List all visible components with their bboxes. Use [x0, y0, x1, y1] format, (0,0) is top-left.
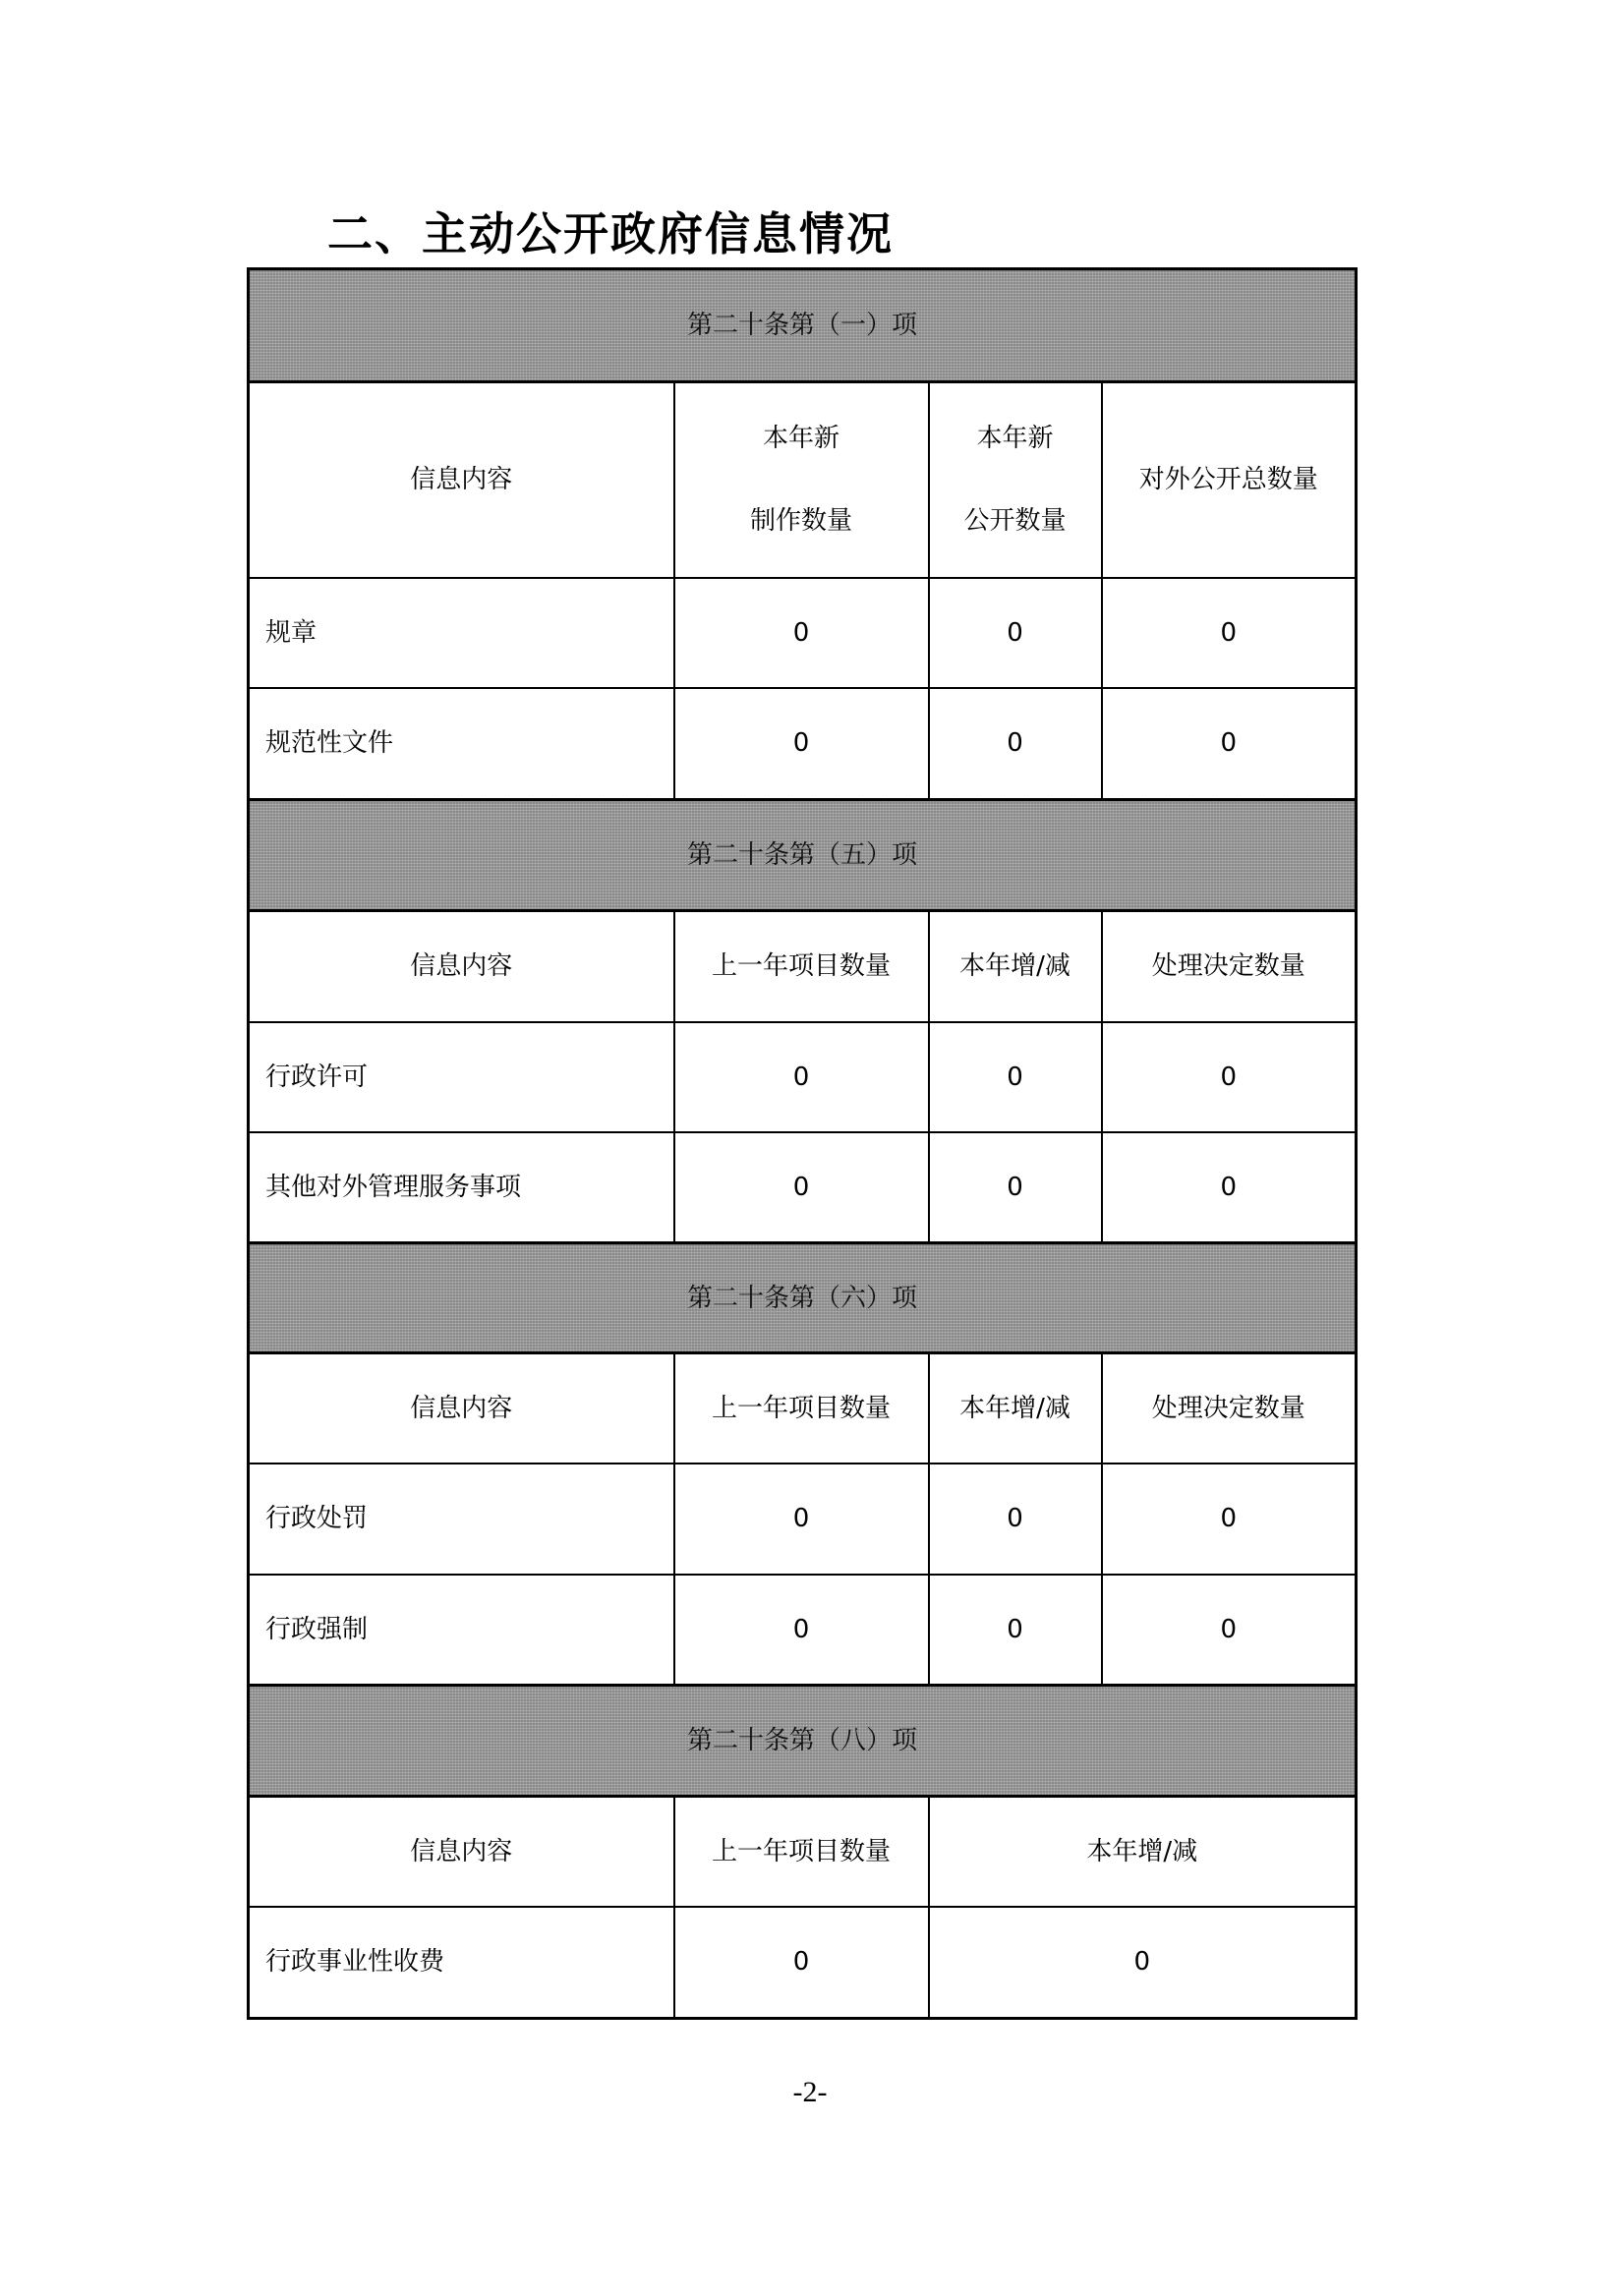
column-header: 对外公开总数量 — [1102, 382, 1357, 578]
cell-value: 0 — [674, 578, 929, 688]
cell-value: 0 — [674, 1575, 929, 1686]
cell-value: 0 — [929, 1022, 1102, 1132]
section-header-3 — [249, 1243, 1357, 1353]
column-header-row — [249, 1353, 1357, 1464]
cell-value: 0 — [674, 1132, 929, 1243]
cell-value: 0 — [929, 1575, 1102, 1686]
row-label: 规范性文件 — [249, 688, 674, 800]
column-header: 处理决定数量 — [1102, 911, 1357, 1022]
cell-value: 0 — [929, 1464, 1102, 1575]
column-header: 上一年项目数量 — [674, 1353, 929, 1464]
column-header-row — [249, 911, 1357, 1022]
row-label: 其他对外管理服务事项 — [249, 1132, 674, 1243]
cell-value: 0 — [1102, 1464, 1357, 1575]
row-label: 行政事业性收费 — [249, 1907, 674, 2019]
disclosure-table — [247, 267, 1358, 2020]
row-label: 规章 — [249, 578, 674, 688]
table-row — [249, 1575, 1357, 1686]
cell-value: 0 — [674, 1022, 929, 1132]
cell-value: 0 — [929, 578, 1102, 688]
cell-value: 0 — [674, 688, 929, 800]
table-row — [249, 1132, 1357, 1243]
cell-value: 0 — [929, 1132, 1102, 1243]
row-label: 行政许可 — [249, 1022, 674, 1132]
row-label: 行政强制 — [249, 1575, 674, 1686]
section-heading: 第二十条第（五）项 — [687, 840, 918, 870]
column-header: 信息内容 — [249, 1353, 674, 1464]
column-header-row — [249, 382, 1357, 578]
column-header: 本年增/减 — [929, 911, 1102, 1022]
cell-value: 0 — [674, 1464, 929, 1575]
column-header: 信息内容 — [249, 1797, 674, 1907]
column-header: 信息内容 — [249, 911, 674, 1022]
column-header: 本年增/减 — [929, 1353, 1102, 1464]
page-number: -2- — [792, 2076, 828, 2108]
table-row — [249, 1464, 1357, 1575]
section-heading: 第二十条第（一）项 — [687, 311, 918, 340]
section-header-4 — [249, 1686, 1357, 1797]
cell-value: 0 — [1102, 1132, 1357, 1243]
column-header: 本年新 制作数量 — [674, 382, 929, 578]
cell-value: 0 — [1102, 688, 1357, 800]
table-row — [249, 578, 1357, 688]
cell-value: 0 — [1102, 578, 1357, 688]
column-header: 上一年项目数量 — [674, 1797, 929, 1907]
cell-value: 0 — [674, 1907, 929, 2019]
section-heading: 第二十条第（八）项 — [687, 1726, 918, 1755]
table-row — [249, 688, 1357, 800]
column-header: 上一年项目数量 — [674, 911, 929, 1022]
table-row — [249, 1022, 1357, 1132]
column-header: 信息内容 — [249, 382, 674, 578]
column-header: 本年新 公开数量 — [929, 382, 1102, 578]
page-title: 二、主动公开政府信息情况 — [327, 207, 894, 260]
section-header-1 — [249, 269, 1357, 382]
cell-value: 0 — [929, 1907, 1357, 2019]
column-header: 本年增/减 — [929, 1797, 1357, 1907]
column-header: 处理决定数量 — [1102, 1353, 1357, 1464]
column-header-row — [249, 1797, 1357, 1907]
row-label: 行政处罚 — [249, 1464, 674, 1575]
section-heading: 第二十条第（六）项 — [687, 1283, 918, 1313]
section-header-2 — [249, 800, 1357, 911]
cell-value: 0 — [1102, 1022, 1357, 1132]
cell-value: 0 — [929, 688, 1102, 800]
table-row — [249, 1907, 1357, 2019]
cell-value: 0 — [1102, 1575, 1357, 1686]
